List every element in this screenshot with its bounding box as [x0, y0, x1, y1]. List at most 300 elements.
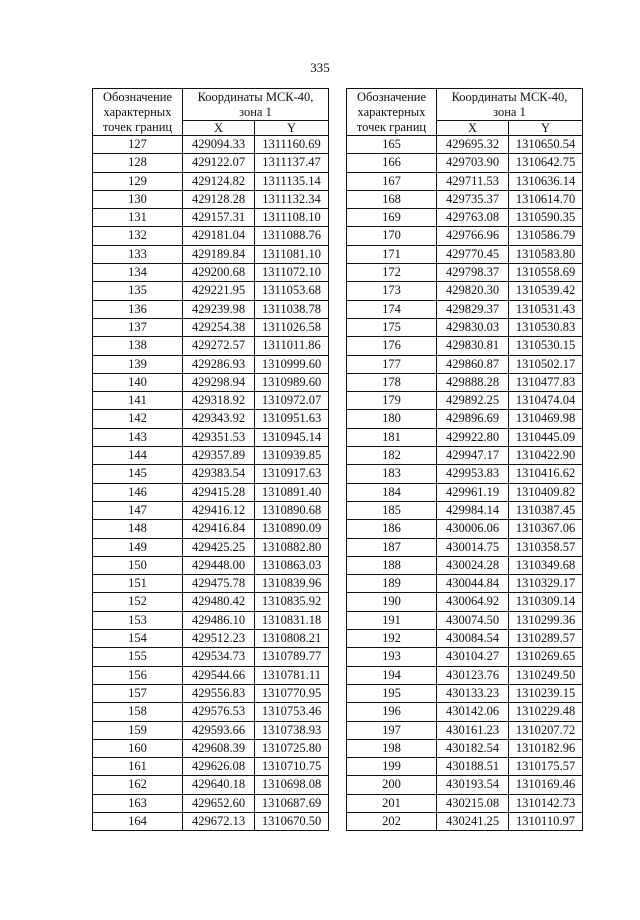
y-coordinate-cell: 1310289.57 — [509, 630, 583, 648]
y-coordinate-cell: 1311160.69 — [255, 136, 329, 154]
table-row — [347, 337, 583, 355]
y-coordinate-cell: 1311137.47 — [255, 154, 329, 172]
y-coordinate-cell: 1310753.46 — [255, 703, 329, 721]
point-number-cell: 187 — [347, 538, 437, 556]
point-number-cell: 173 — [347, 282, 437, 300]
x-coordinate-cell: 430123.76 — [437, 666, 509, 684]
header-line: зона 1 — [239, 104, 272, 119]
table-row — [93, 556, 329, 574]
table-row — [347, 758, 583, 776]
point-number-cell: 172 — [347, 264, 437, 282]
table-row — [347, 264, 583, 282]
point-number-cell: 153 — [93, 611, 183, 629]
x-coordinate-cell: 429480.42 — [183, 593, 255, 611]
x-coordinate-cell: 430014.75 — [437, 538, 509, 556]
y-coordinate-cell: 1311088.76 — [255, 227, 329, 245]
x-header: X — [437, 121, 509, 136]
x-coordinate-cell: 429770.45 — [437, 245, 509, 263]
x-coordinate-cell: 429830.03 — [437, 318, 509, 336]
table-row — [93, 721, 329, 739]
point-number-cell: 154 — [93, 630, 183, 648]
x-coordinate-cell: 429947.17 — [437, 447, 509, 465]
point-number-cell: 149 — [93, 538, 183, 556]
point-number-cell: 152 — [93, 593, 183, 611]
y-coordinate-cell: 1310175.57 — [509, 758, 583, 776]
point-number-cell: 156 — [93, 666, 183, 684]
header-line: Обозначение — [356, 89, 427, 104]
y-coordinate-cell: 1310698.08 — [255, 776, 329, 794]
x-coordinate-cell: 430133.23 — [437, 684, 509, 702]
x-coordinate-cell: 429448.00 — [183, 556, 255, 574]
point-number-cell: 133 — [93, 245, 183, 263]
table-row — [347, 721, 583, 739]
table-row — [347, 300, 583, 318]
y-coordinate-cell: 1311038.78 — [255, 300, 329, 318]
x-coordinate-cell: 429860.87 — [437, 355, 509, 373]
point-number-cell: 181 — [347, 428, 437, 446]
point-number-cell: 190 — [347, 593, 437, 611]
table-row — [93, 501, 329, 519]
table-row — [347, 703, 583, 721]
table-row — [347, 227, 583, 245]
table-row — [93, 136, 329, 154]
y-coordinate-cell: 1310329.17 — [509, 575, 583, 593]
y-coordinate-cell: 1310249.50 — [509, 666, 583, 684]
x-coordinate-cell: 429200.68 — [183, 264, 255, 282]
x-coordinate-cell: 430024.28 — [437, 556, 509, 574]
y-coordinate-cell: 1310142.73 — [509, 794, 583, 812]
page-number: 335 — [310, 60, 330, 75]
y-coordinate-cell: 1310687.69 — [255, 794, 329, 812]
x-coordinate-cell: 429157.31 — [183, 209, 255, 227]
table-row — [347, 794, 583, 812]
x-coordinate-cell: 429953.83 — [437, 465, 509, 483]
header-line: Обозначение — [102, 89, 173, 104]
point-number-cell: 135 — [93, 282, 183, 300]
point-number-cell: 193 — [347, 648, 437, 666]
table-row — [347, 520, 583, 538]
x-coordinate-cell: 430215.08 — [437, 794, 509, 812]
y-coordinate-cell: 1310831.18 — [255, 611, 329, 629]
table-row — [347, 392, 583, 410]
point-number-cell: 183 — [347, 465, 437, 483]
y-coordinate-cell: 1310939.85 — [255, 447, 329, 465]
y-coordinate-cell: 1310808.21 — [255, 630, 329, 648]
y-coordinate-cell: 1310409.82 — [509, 483, 583, 501]
point-number-cell: 180 — [347, 410, 437, 428]
point-number-cell: 182 — [347, 447, 437, 465]
x-coordinate-cell: 429122.07 — [183, 154, 255, 172]
point-number-cell: 186 — [347, 520, 437, 538]
y-coordinate-cell: 1310387.45 — [509, 501, 583, 519]
x-coordinate-cell: 429286.93 — [183, 355, 255, 373]
point-number-cell: 128 — [93, 154, 183, 172]
x-coordinate-cell: 430182.54 — [437, 739, 509, 757]
x-coordinate-cell: 429892.25 — [437, 392, 509, 410]
x-coordinate-cell: 430161.23 — [437, 721, 509, 739]
table-row — [347, 538, 583, 556]
point-number-cell: 189 — [347, 575, 437, 593]
y-coordinate-cell: 1310477.83 — [509, 373, 583, 391]
point-number-cell: 137 — [93, 318, 183, 336]
y-coordinate-cell: 1310945.14 — [255, 428, 329, 446]
table-row — [347, 373, 583, 391]
x-coordinate-cell: 429556.83 — [183, 684, 255, 702]
point-number-cell: 134 — [93, 264, 183, 282]
x-coordinate-cell: 429512.23 — [183, 630, 255, 648]
point-number-cell: 164 — [93, 812, 183, 830]
x-coordinate-cell: 429672.13 — [183, 812, 255, 830]
y-coordinate-cell: 1310951.63 — [255, 410, 329, 428]
table-row — [347, 318, 583, 336]
y-coordinate-cell: 1310789.77 — [255, 648, 329, 666]
coordinates-header — [183, 89, 329, 121]
header-line: характерных — [357, 104, 426, 119]
point-number-cell: 191 — [347, 611, 437, 629]
point-number-cell: 131 — [93, 209, 183, 227]
header-line: точек границ — [102, 119, 173, 134]
point-number-cell: 148 — [93, 520, 183, 538]
x-coordinate-cell: 429640.18 — [183, 776, 255, 794]
point-number-cell: 199 — [347, 758, 437, 776]
x-coordinate-cell: 429888.28 — [437, 373, 509, 391]
y-coordinate-cell: 1311081.10 — [255, 245, 329, 263]
table-row — [93, 337, 329, 355]
y-coordinate-cell: 1310891.40 — [255, 483, 329, 501]
y-coordinate-cell: 1310502.17 — [509, 355, 583, 373]
y-coordinate-cell: 1310590.35 — [509, 209, 583, 227]
x-coordinate-cell: 429272.57 — [183, 337, 255, 355]
x-coordinate-cell: 429298.94 — [183, 373, 255, 391]
table-row — [347, 245, 583, 263]
table-row — [93, 666, 329, 684]
x-coordinate-cell: 429703.90 — [437, 154, 509, 172]
table-row — [347, 410, 583, 428]
table-row — [347, 483, 583, 501]
point-number-cell: 142 — [93, 410, 183, 428]
point-number-cell: 132 — [93, 227, 183, 245]
y-coordinate-cell: 1310299.36 — [509, 611, 583, 629]
point-number-cell: 167 — [347, 172, 437, 190]
table-row — [93, 684, 329, 702]
point-number-cell: 198 — [347, 739, 437, 757]
y-coordinate-cell: 1310229.48 — [509, 703, 583, 721]
table-row — [93, 392, 329, 410]
x-coordinate-cell: 430064.92 — [437, 593, 509, 611]
y-coordinate-cell: 1311132.34 — [255, 190, 329, 208]
y-coordinate-cell: 1310999.60 — [255, 355, 329, 373]
y-coordinate-cell: 1310531.43 — [509, 300, 583, 318]
x-coordinate-cell: 429357.89 — [183, 447, 255, 465]
table-row — [347, 172, 583, 190]
point-number-cell: 162 — [93, 776, 183, 794]
table-row — [93, 575, 329, 593]
x-coordinate-cell: 429896.69 — [437, 410, 509, 428]
table-row — [347, 684, 583, 702]
table-row — [347, 447, 583, 465]
point-number-cell: 178 — [347, 373, 437, 391]
y-coordinate-cell: 1310835.92 — [255, 593, 329, 611]
point-number-cell: 150 — [93, 556, 183, 574]
point-number-cell: 155 — [93, 648, 183, 666]
table-row — [93, 538, 329, 556]
y-coordinate-cell: 1310614.70 — [509, 190, 583, 208]
point-number-cell: 194 — [347, 666, 437, 684]
y-header: Y — [255, 121, 329, 136]
table-row — [347, 209, 583, 227]
point-number-cell: 201 — [347, 794, 437, 812]
point-number-cell: 151 — [93, 575, 183, 593]
point-number-cell: 138 — [93, 337, 183, 355]
table-row — [93, 794, 329, 812]
y-coordinate-cell: 1310989.60 — [255, 373, 329, 391]
point-number-cell: 144 — [93, 447, 183, 465]
x-coordinate-cell: 430044.84 — [437, 575, 509, 593]
y-coordinate-cell: 1310367.06 — [509, 520, 583, 538]
header-line: Координаты МСК-40, — [451, 89, 568, 104]
x-coordinate-cell: 429128.28 — [183, 190, 255, 208]
table-row — [347, 282, 583, 300]
y-coordinate-cell: 1311135.14 — [255, 172, 329, 190]
y-coordinate-cell: 1310890.09 — [255, 520, 329, 538]
y-coordinate-cell: 1310530.15 — [509, 337, 583, 355]
x-coordinate-cell: 430241.25 — [437, 812, 509, 830]
y-coordinate-cell: 1310445.09 — [509, 428, 583, 446]
x-coordinate-cell: 430104.27 — [437, 648, 509, 666]
point-number-cell: 170 — [347, 227, 437, 245]
x-coordinate-cell: 429254.38 — [183, 318, 255, 336]
table-row — [93, 190, 329, 208]
point-number-cell: 176 — [347, 337, 437, 355]
y-coordinate-cell: 1310530.83 — [509, 318, 583, 336]
x-coordinate-cell: 429735.37 — [437, 190, 509, 208]
y-coordinate-cell: 1310636.14 — [509, 172, 583, 190]
x-coordinate-cell: 429221.95 — [183, 282, 255, 300]
x-coordinate-cell: 429830.81 — [437, 337, 509, 355]
x-coordinate-cell: 430074.50 — [437, 611, 509, 629]
table-row — [93, 758, 329, 776]
x-header: X — [183, 121, 255, 136]
point-number-cell: 171 — [347, 245, 437, 263]
y-coordinate-cell: 1310239.15 — [509, 684, 583, 702]
table-row — [93, 282, 329, 300]
y-coordinate-cell: 1310110.97 — [509, 812, 583, 830]
y-coordinate-cell: 1310558.69 — [509, 264, 583, 282]
y-coordinate-cell: 1310422.90 — [509, 447, 583, 465]
x-coordinate-cell: 429094.33 — [183, 136, 255, 154]
point-number-cell: 166 — [347, 154, 437, 172]
x-coordinate-cell: 429711.53 — [437, 172, 509, 190]
table-row — [93, 520, 329, 538]
table-row — [93, 264, 329, 282]
x-coordinate-cell: 429351.53 — [183, 428, 255, 446]
table-row — [93, 593, 329, 611]
y-coordinate-cell: 1311108.10 — [255, 209, 329, 227]
y-coordinate-cell: 1311026.58 — [255, 318, 329, 336]
point-number-cell: 188 — [347, 556, 437, 574]
point-number-cell: 143 — [93, 428, 183, 446]
x-coordinate-cell: 429763.08 — [437, 209, 509, 227]
point-number-cell: 157 — [93, 684, 183, 702]
y-coordinate-cell: 1310586.79 — [509, 227, 583, 245]
y-coordinate-cell: 1310349.68 — [509, 556, 583, 574]
table-row — [93, 739, 329, 757]
table-row — [347, 190, 583, 208]
point-number-cell: 195 — [347, 684, 437, 702]
table-row — [93, 648, 329, 666]
x-coordinate-cell: 429798.37 — [437, 264, 509, 282]
y-coordinate-cell: 1310416.62 — [509, 465, 583, 483]
table-row — [347, 154, 583, 172]
table-row — [93, 154, 329, 172]
x-coordinate-cell: 429416.84 — [183, 520, 255, 538]
x-coordinate-cell: 429593.66 — [183, 721, 255, 739]
header-line: зона 1 — [493, 104, 526, 119]
point-number-cell: 163 — [93, 794, 183, 812]
table-row — [93, 428, 329, 446]
table-row — [93, 465, 329, 483]
table-row — [347, 593, 583, 611]
point-number-cell: 141 — [93, 392, 183, 410]
x-coordinate-cell: 429416.12 — [183, 501, 255, 519]
point-number-cell: 136 — [93, 300, 183, 318]
y-coordinate-cell: 1311011.86 — [255, 337, 329, 355]
y-header: Y — [509, 121, 583, 136]
point-designation-header — [93, 89, 183, 136]
header-line: Координаты МСК-40, — [197, 89, 314, 104]
y-coordinate-cell: 1310207.72 — [509, 721, 583, 739]
table-row — [93, 776, 329, 794]
point-number-cell: 184 — [347, 483, 437, 501]
point-number-cell: 160 — [93, 739, 183, 757]
table-row — [93, 300, 329, 318]
x-coordinate-cell: 429544.66 — [183, 666, 255, 684]
x-coordinate-cell: 430188.51 — [437, 758, 509, 776]
y-coordinate-cell: 1310474.04 — [509, 392, 583, 410]
header-line: точек границ — [356, 119, 427, 134]
table-row — [347, 575, 583, 593]
point-number-cell: 177 — [347, 355, 437, 373]
table-row — [347, 776, 583, 794]
point-number-cell: 129 — [93, 172, 183, 190]
point-number-cell: 175 — [347, 318, 437, 336]
y-coordinate-cell: 1310583.80 — [509, 245, 583, 263]
point-number-cell: 185 — [347, 501, 437, 519]
x-coordinate-cell: 429820.30 — [437, 282, 509, 300]
point-number-cell: 127 — [93, 136, 183, 154]
x-coordinate-cell: 429652.60 — [183, 794, 255, 812]
table-row — [93, 630, 329, 648]
y-coordinate-cell: 1310725.80 — [255, 739, 329, 757]
table-row — [93, 447, 329, 465]
point-number-cell: 158 — [93, 703, 183, 721]
x-coordinate-cell: 429695.32 — [437, 136, 509, 154]
table-row — [93, 245, 329, 263]
x-coordinate-cell: 430084.54 — [437, 630, 509, 648]
x-coordinate-cell: 430006.06 — [437, 520, 509, 538]
table-row — [347, 812, 583, 830]
y-coordinate-cell: 1310882.80 — [255, 538, 329, 556]
table-row — [347, 556, 583, 574]
point-number-cell: 197 — [347, 721, 437, 739]
x-coordinate-cell: 429984.14 — [437, 501, 509, 519]
point-number-cell: 147 — [93, 501, 183, 519]
y-coordinate-cell: 1310972.07 — [255, 392, 329, 410]
point-number-cell: 174 — [347, 300, 437, 318]
table-row — [347, 136, 583, 154]
point-number-cell: 139 — [93, 355, 183, 373]
table-row — [93, 373, 329, 391]
y-coordinate-cell: 1310738.93 — [255, 721, 329, 739]
point-number-cell: 200 — [347, 776, 437, 794]
table-row — [93, 410, 329, 428]
y-coordinate-cell: 1311053.68 — [255, 282, 329, 300]
x-coordinate-cell: 429608.39 — [183, 739, 255, 757]
table-row — [347, 465, 583, 483]
point-designation-header — [347, 89, 437, 136]
table-row — [347, 501, 583, 519]
coordinates-header — [437, 89, 583, 121]
x-coordinate-cell: 429415.28 — [183, 483, 255, 501]
point-number-cell: 130 — [93, 190, 183, 208]
table-row — [347, 630, 583, 648]
table-row — [347, 428, 583, 446]
x-coordinate-cell: 429189.84 — [183, 245, 255, 263]
x-coordinate-cell: 429534.73 — [183, 648, 255, 666]
point-number-cell: 165 — [347, 136, 437, 154]
table-row — [347, 355, 583, 373]
y-coordinate-cell: 1310182.96 — [509, 739, 583, 757]
x-coordinate-cell: 429766.96 — [437, 227, 509, 245]
x-coordinate-cell: 429181.04 — [183, 227, 255, 245]
point-number-cell: 140 — [93, 373, 183, 391]
y-coordinate-cell: 1310770.95 — [255, 684, 329, 702]
x-coordinate-cell: 429576.53 — [183, 703, 255, 721]
point-number-cell: 168 — [347, 190, 437, 208]
table-row — [93, 812, 329, 830]
x-coordinate-cell: 430193.54 — [437, 776, 509, 794]
table-row — [93, 355, 329, 373]
header-line: характерных — [103, 104, 172, 119]
table-row — [93, 703, 329, 721]
y-coordinate-cell: 1310781.11 — [255, 666, 329, 684]
x-coordinate-cell: 429343.92 — [183, 410, 255, 428]
y-coordinate-cell: 1310670.50 — [255, 812, 329, 830]
y-coordinate-cell: 1310917.63 — [255, 465, 329, 483]
y-coordinate-cell: 1310890.68 — [255, 501, 329, 519]
table-row — [347, 739, 583, 757]
y-coordinate-cell: 1310863.03 — [255, 556, 329, 574]
table-row — [93, 611, 329, 629]
point-number-cell: 196 — [347, 703, 437, 721]
y-coordinate-cell: 1310839.96 — [255, 575, 329, 593]
y-coordinate-cell: 1310169.46 — [509, 776, 583, 794]
y-coordinate-cell: 1310642.75 — [509, 154, 583, 172]
x-coordinate-cell: 429383.54 — [183, 465, 255, 483]
point-number-cell: 179 — [347, 392, 437, 410]
y-coordinate-cell: 1310269.65 — [509, 648, 583, 666]
x-coordinate-cell: 429922.80 — [437, 428, 509, 446]
x-coordinate-cell: 429124.82 — [183, 172, 255, 190]
coordinates-table-right — [346, 88, 583, 831]
point-number-cell: 202 — [347, 812, 437, 830]
y-coordinate-cell: 1310309.14 — [509, 593, 583, 611]
point-number-cell: 169 — [347, 209, 437, 227]
x-coordinate-cell: 429239.98 — [183, 300, 255, 318]
x-coordinate-cell: 429318.92 — [183, 392, 255, 410]
y-coordinate-cell: 1311072.10 — [255, 264, 329, 282]
table-row — [93, 209, 329, 227]
